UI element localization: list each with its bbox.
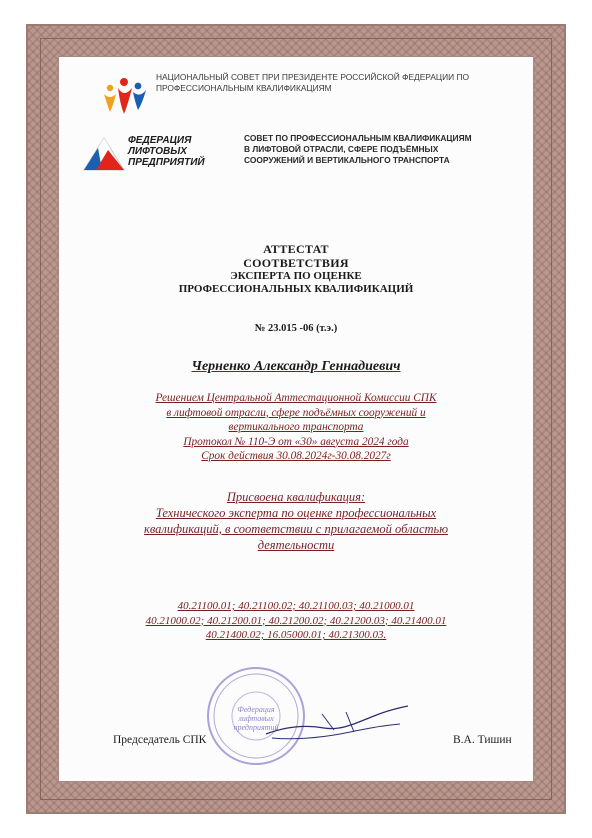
qualification-line: деятельности [257, 538, 335, 552]
commission-decision [80, 391, 512, 464]
decision-line: Решением Центральной Аттестационной Комиссии СПК [155, 392, 437, 404]
chairman-name: В.А. Тишин [453, 734, 512, 746]
org2-line: СОВЕТ ПО ПРОФЕССИОНАЛЬНЫМ КВАЛИФИКАЦИЯМ [244, 133, 472, 143]
chairman-title: Председатель СПК [113, 734, 207, 746]
qualification-line: Технического эксперта по оценке профессиональных [155, 506, 437, 520]
decision-line: Протокол № 110-Э от «30» августа 2024 года [183, 435, 409, 448]
federation-logo [80, 134, 126, 174]
decision-line: вертикального транспорта [228, 421, 364, 433]
signature [262, 694, 412, 750]
qualification-line: квалификаций, в соответствии с прилагаемой областью [143, 522, 449, 536]
qualification-codes [80, 599, 512, 643]
decision-line: в лифтовой отрасли, сфере подъёмных сооружений и [166, 406, 426, 419]
org2-line: В ЛИФТОВОЙ ОТРАСЛИ, СФЕРЕ ПОДЪЁМНЫХ [244, 144, 439, 154]
certificate-title [80, 242, 512, 296]
national-council-name [156, 72, 496, 94]
national-council-logo [98, 74, 150, 118]
svg-text:лифтовых: лифтовых [238, 714, 274, 723]
codes-line: 40.21400.02; 16.05000.01; 40.21300.03. [205, 629, 387, 641]
svg-text:Федерация: Федерация [237, 705, 275, 714]
federation-name [128, 135, 238, 168]
title-line: СООТВЕТСТВИЯ [243, 256, 349, 270]
federation-name-line: ЛИФТОВЫХ [128, 146, 187, 157]
qualification-line: Присвоена квалификация: [226, 490, 366, 504]
org2-line: СООРУЖЕНИЙ И ВЕРТИКАЛЬНОГО ТРАНСПОРТА [244, 155, 450, 165]
codes-line: 40.21000.02; 40.21200.01; 40.21200.02; 40.21200.03; 40.21400.01 [145, 614, 447, 627]
title-line: АТТЕСТАТ [263, 242, 329, 256]
title-line: ЭКСПЕРТА ПО ОЦЕНКЕ [230, 270, 362, 282]
federation-name-line: ПРЕДПРИЯТИЙ [128, 157, 205, 168]
certificate-number: № 23.015 -06 (т.э.) [254, 323, 338, 334]
decision-line: Срок действия 30.08.2024г-30.08.2027г [201, 450, 391, 462]
title-line: ПРОФЕССИОНАЛЬНЫХ КВАЛИФИКАЦИЙ [178, 283, 414, 295]
federation-name-line: ФЕДЕРАЦИЯ [128, 135, 192, 146]
org1-line: НАЦИОНАЛЬНЫЙ СОВЕТ ПРИ ПРЕЗИДЕНТЕ РОССИЙСКОЙ ФЕДЕРАЦИИ ПО [156, 72, 470, 82]
holder-name: Черненко Александр Геннадиевич [191, 359, 401, 374]
qualification-council-name [244, 133, 544, 166]
codes-line: 40.21100.01; 40.21100.02; 40.21100.03; 40.21000.01 [177, 600, 415, 612]
qualification-block [80, 489, 512, 553]
svg-text:предприятий: предприятий [233, 723, 279, 732]
org1-line: ПРОФЕССИОНАЛЬНЫМ КВАЛИФИКАЦИЯМ [156, 83, 332, 93]
